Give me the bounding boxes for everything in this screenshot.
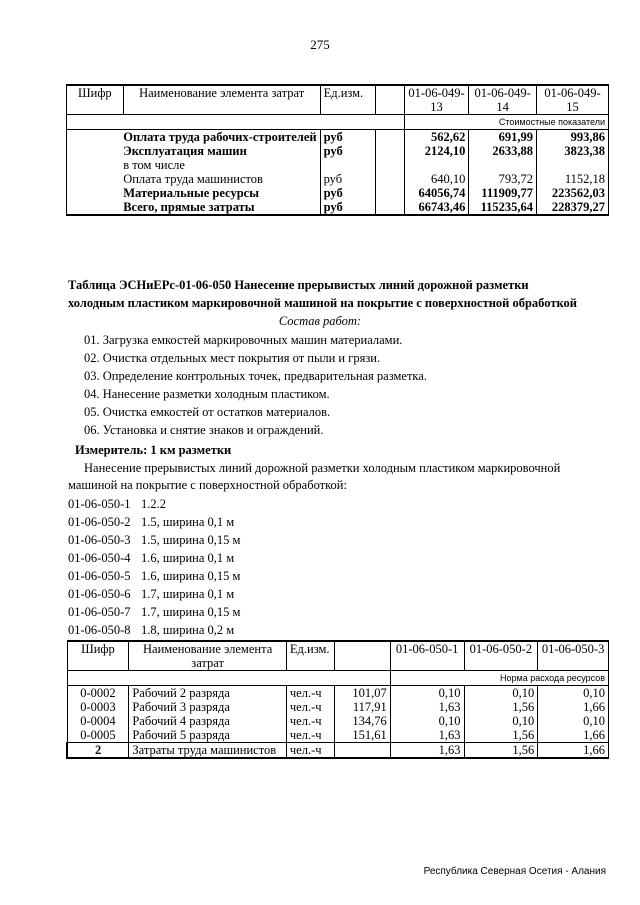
table-row: [67, 172, 609, 186]
code-item: [68, 497, 368, 515]
row-v2: 0,10: [464, 714, 538, 728]
col-unit: Ед.изм.: [286, 641, 334, 671]
resource-table: [66, 640, 609, 759]
row-name: Оплата труда машинистов: [123, 172, 320, 186]
code-desc: 1.5, ширина 0,1 м: [141, 515, 235, 529]
section-title-1: Таблица ЭСНиЕРс-01-06-050 Нанесение прерывистых линий дорожной разметки: [68, 278, 529, 292]
code-item: [68, 623, 368, 641]
row-v2: 691,99: [469, 130, 537, 145]
work-item: 04. Нанесение разметки холодным пластиком.: [84, 387, 330, 401]
row-name: Эксплуатация машин: [123, 144, 320, 158]
code-desc: 1.5, ширина 0,15 м: [141, 533, 241, 547]
row-v1: 66743,46: [404, 200, 469, 215]
subheader-label: Стоимостные показатели: [404, 115, 608, 130]
row-v3: 0,10: [538, 686, 609, 701]
row-unit: руб: [320, 144, 375, 158]
table-row: [67, 158, 609, 172]
row-v2: 1,56: [464, 728, 538, 743]
code-item: [68, 569, 368, 587]
total-rate: [334, 743, 390, 759]
col-unit: Ед.изм.: [320, 85, 375, 115]
row-unit: [320, 158, 375, 172]
col-blank: [376, 85, 405, 115]
row-v3: 0,10: [538, 714, 609, 728]
work-item: 06. Установка и снятие знаков и ограждений.: [84, 423, 324, 437]
table-header-row: [67, 85, 609, 115]
total-name: Затраты труда машинистов: [129, 743, 287, 759]
table-row: [67, 200, 609, 215]
measure-unit: Измеритель: 1 км разметки: [75, 443, 232, 457]
col-049-13: 01-06-049-13: [404, 85, 469, 115]
total-v2: 1,56: [464, 743, 538, 759]
col-050-3: 01-06-050-3: [538, 641, 609, 671]
description-2: машиной на покрытие с поверхностной обработкой:: [68, 478, 347, 492]
section-title-2: холодным пластиком маркировочной машиной на покрытие с поверхностной обработкой: [68, 296, 577, 310]
row-rate: 151,61: [334, 728, 390, 743]
code-value: 01-06-050-4: [68, 551, 131, 565]
col-name: Наименование элемента затрат: [129, 641, 287, 671]
row-v2: [469, 158, 537, 172]
row-v2: 793,72: [469, 172, 537, 186]
table-row: [67, 714, 609, 728]
row-v2: 0,10: [464, 686, 538, 701]
row-v1: 0,10: [390, 686, 464, 701]
table-row: [67, 728, 609, 743]
row-v1: 2124,10: [404, 144, 469, 158]
row-v2: 2633,88: [469, 144, 537, 158]
cost-table: [66, 84, 609, 216]
row-name: Рабочий 5 разряда: [129, 728, 287, 743]
table-row: [67, 700, 609, 714]
row-v3: 993,86: [537, 130, 609, 145]
row-v3: 228379,27: [537, 200, 609, 215]
work-item: 01. Загрузка емкостей маркировочных машин материалами.: [84, 333, 403, 347]
row-v3: 1,66: [538, 728, 609, 743]
code-desc: 1.6, ширина 0,1 м: [141, 551, 235, 565]
table-row: [67, 144, 609, 158]
row-unit: руб: [320, 200, 375, 215]
col-name: Наименование элемента затрат: [123, 85, 320, 115]
col-050-2: 01-06-050-2: [464, 641, 538, 671]
row-v3: [537, 158, 609, 172]
code-item: [68, 605, 368, 623]
row-v1: 1,63: [390, 728, 464, 743]
row-v1: 1,63: [390, 700, 464, 714]
row-unit: чел.-ч: [286, 686, 334, 701]
row-rate: 134,76: [334, 714, 390, 728]
row-v2: 115235,64: [469, 200, 537, 215]
code-list: [68, 497, 368, 641]
row-code: 0-0004: [67, 714, 129, 728]
row-v1: 0,10: [390, 714, 464, 728]
table-row: [67, 130, 609, 145]
total-v1: 1,63: [390, 743, 464, 759]
row-v1: 64056,74: [404, 186, 469, 200]
code-item: [68, 533, 368, 551]
row-name: Оплата труда рабочих-строителей: [123, 130, 320, 145]
col-code: Шифр: [67, 641, 129, 671]
total-unit: чел.-ч: [286, 743, 334, 759]
code-desc: 1.8, ширина 0,2 м: [141, 623, 235, 637]
col-049-14: 01-06-049-14: [469, 85, 537, 115]
code-item: [68, 515, 368, 533]
table-row: [67, 186, 609, 200]
table-subheader-row: [67, 115, 609, 130]
row-v3: 223562,03: [537, 186, 609, 200]
footer-region: Республика Северная Осетия - Алания: [423, 866, 606, 877]
total-v3: 1,66: [538, 743, 609, 759]
table-subheader-row: [67, 671, 609, 686]
code-value: 01-06-050-2: [68, 515, 131, 529]
table-row: [67, 686, 609, 701]
row-v3: 1152,18: [537, 172, 609, 186]
code-desc: 1.7, ширина 0,1 м: [141, 587, 235, 601]
row-name: в том числе: [123, 158, 320, 172]
col-blank: [334, 641, 390, 671]
code-value: 01-06-050-3: [68, 533, 131, 547]
row-v3: 1,66: [538, 700, 609, 714]
row-name: Рабочий 4 разряда: [129, 714, 287, 728]
col-050-1: 01-06-050-1: [390, 641, 464, 671]
total-code: 2: [67, 743, 129, 759]
row-name: Рабочий 3 разряда: [129, 700, 287, 714]
code-value: 01-06-050-1: [68, 497, 131, 511]
row-rate: 117,91: [334, 700, 390, 714]
work-item: 03. Определение контрольных точек, предварительная разметка.: [84, 369, 427, 383]
row-name: Рабочий 2 разряда: [129, 686, 287, 701]
code-value: 01-06-050-7: [68, 605, 131, 619]
row-v2: 111909,77: [469, 186, 537, 200]
row-v1: 640,10: [404, 172, 469, 186]
code-value: 01-06-050-5: [68, 569, 131, 583]
total-row: [67, 743, 609, 759]
row-unit: руб: [320, 172, 375, 186]
code-desc: 1.2.2: [141, 497, 166, 511]
row-name: Всего, прямые затраты: [123, 200, 320, 215]
work-item: 05. Очистка емкостей от остатков материалов.: [84, 405, 331, 419]
table-header-row: [67, 641, 609, 671]
work-heading: Состав работ:: [278, 314, 362, 328]
code-item: [68, 587, 368, 605]
subheader-label: Норма расхода ресурсов: [390, 671, 608, 686]
row-v2: 1,56: [464, 700, 538, 714]
row-name: Материальные ресурсы: [123, 186, 320, 200]
row-code: 0-0002: [67, 686, 129, 701]
code-value: 01-06-050-6: [68, 587, 131, 601]
row-unit: чел.-ч: [286, 700, 334, 714]
col-code: Шифр: [67, 85, 124, 115]
row-v3: 3823,38: [537, 144, 609, 158]
code-desc: 1.7, ширина 0,15 м: [141, 605, 241, 619]
description-1: Нанесение прерывистых линий дорожной разметки холодным пластиком маркировочной: [84, 461, 561, 475]
col-049-15: 01-06-049-15: [537, 85, 609, 115]
row-v1: 562,62: [404, 130, 469, 145]
row-unit: руб: [320, 130, 375, 145]
row-unit: чел.-ч: [286, 728, 334, 743]
page-number: 275: [310, 37, 330, 52]
row-unit: чел.-ч: [286, 714, 334, 728]
code-item: [68, 551, 368, 569]
row-code: 0-0005: [67, 728, 129, 743]
code-desc: 1.6, ширина 0,15 м: [141, 569, 241, 583]
code-value: 01-06-050-8: [68, 623, 131, 637]
row-v1: [404, 158, 469, 172]
row-rate: 101,07: [334, 686, 390, 701]
row-unit: руб: [320, 186, 375, 200]
work-item: 02. Очистка отдельных мест покрытия от пыли и грязи.: [84, 351, 381, 365]
row-code: 0-0003: [67, 700, 129, 714]
